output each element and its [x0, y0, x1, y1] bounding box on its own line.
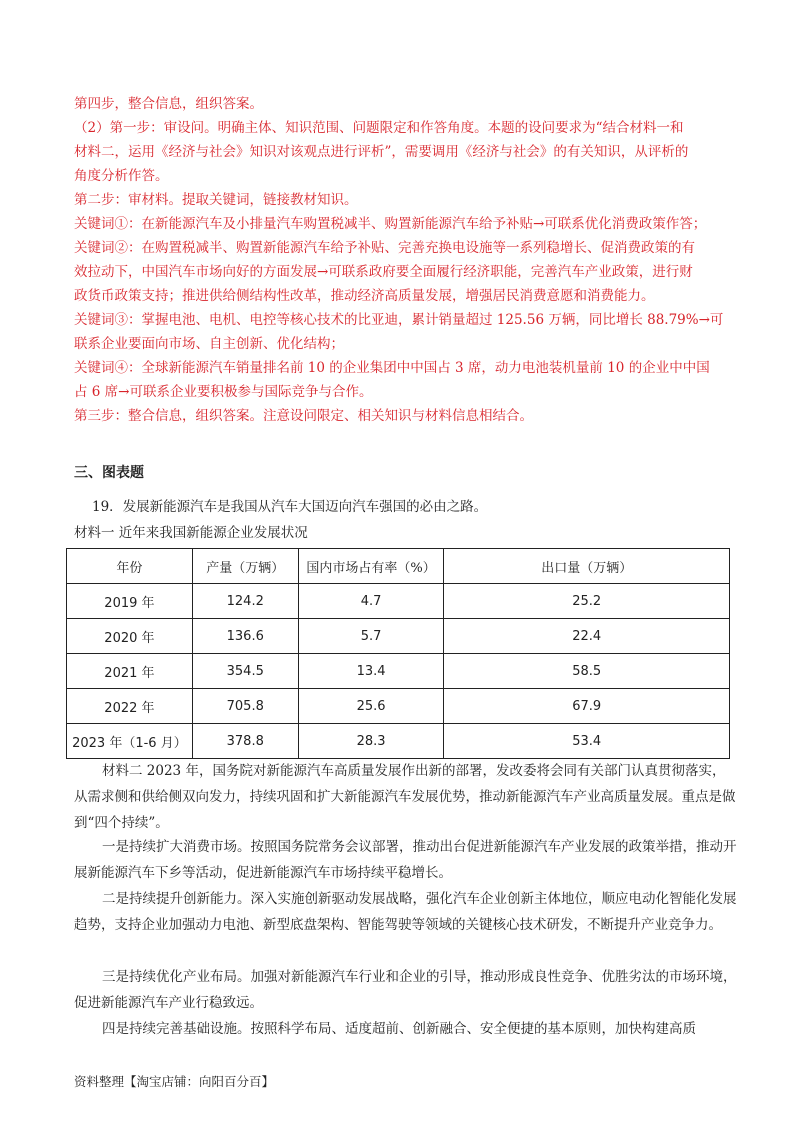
analysis-line: 政货币政策支持；推进供给侧结构性改革，推动经济高质量发展，增强居民消费意愿和消费能力。 — [74, 288, 655, 304]
paragraph-layout: 三是持续优化产业布局。加强对新能源汽车行业和企业的引导，推动形成良性竞争、优胜劣汰的市场环境，促进新能源汽车产业行稳致远。 — [74, 969, 737, 1011]
table-cell: 22.4 — [444, 619, 730, 654]
table-cell: 705.8 — [192, 689, 298, 724]
table-cell: 53.4 — [444, 724, 730, 759]
analysis-line: 占 6 席→可联系企业要积极参与国际竞争与合作。 — [74, 384, 373, 400]
table-header-cell: 产量（万辆） — [192, 549, 298, 584]
table-cell: 67.9 — [444, 689, 730, 724]
table-row — [67, 724, 730, 759]
table-header-cell: 国内市场占有率（%） — [298, 549, 444, 584]
table-cell: 25.6 — [298, 689, 444, 724]
table-cell: 354.5 — [192, 654, 298, 689]
analysis-line: 角度分析作答。 — [74, 168, 169, 184]
material-1-title: 材料一 近年来我国新能源企业发展状况 — [74, 525, 308, 541]
table-cell: 2021 年 — [67, 654, 193, 689]
analysis-line: 第三步：整合信息，组织答案。注意设问限定、相关知识与材料信息相结合。 — [74, 408, 533, 424]
paragraph-infrastructure: 四是持续完善基础设施。按照科学布局、适度超前、创新融合、安全便捷的基本原则，加快构建高质 — [102, 1021, 696, 1037]
analysis-line: 第四步，整合信息，组织答案。 — [74, 96, 263, 112]
analysis-line: 材料二，运用《经济与社会》知识对该观点进行评析”，需要调用《经济与社会》的有关知识，从评析的 — [74, 144, 689, 160]
answer-analysis — [74, 92, 734, 428]
table-row — [67, 654, 730, 689]
table-header-row — [67, 549, 730, 584]
table-header-cell: 出口量（万辆） — [444, 549, 730, 584]
page-footer: 资料整理【淘宝店铺：向阳百分百】 — [74, 1074, 275, 1089]
table-cell: 378.8 — [192, 724, 298, 759]
paragraph-innovation: 二是持续提升创新能力。深入实施创新驱动发展战略，强化汽车企业创新主体地位，顺应电动化智能化发展趋势，支持企业加强动力电池、新型底盘架构、智能驾驶等领域的关键核心技术研发，不断提升产业竞争力。 — [74, 891, 737, 933]
paragraph-consumption: 一是持续扩大消费市场。按照国务院常务会议部署，推动出台促进新能源汽车产业发展的政策举措，推动开展新能源汽车下乡等活动，促进新能源汽车市场持续平稳增长。 — [74, 839, 737, 881]
table-row — [67, 619, 730, 654]
analysis-line: （2）第一步：审设问。明确主体、知识范围、问题限定和作答角度。本题的设问要求为“结合材料一和 — [74, 120, 684, 136]
analysis-line: 第二步：审材料。提取关键词，链接教材知识。 — [74, 192, 358, 208]
section-heading: 三、图表题 — [74, 465, 144, 481]
analysis-line: 关键词④：全球新能源汽车销量排名前 10 的企业集团中中国占 3 席，动力电池装机量前 10 的企业中中国 — [74, 360, 710, 376]
table-cell: 124.2 — [192, 584, 298, 619]
table-cell: 2020 年 — [67, 619, 193, 654]
material-2: 材料二 2023 年，国务院对新能源汽车高质量发展作出新的部署，发改委将会同有关部门认真贯彻落实，从需求侧和供给侧双向发力，持续巩固和扩大新能源汽车发展优势，推动新能源汽车产业高质量发展。重点是做到“四个持续”。 — [74, 763, 736, 831]
question-19: 19．发展新能源汽车是我国从汽车大国迈向汽车强国的必由之路。 — [92, 499, 488, 515]
table-row — [67, 584, 730, 619]
table-cell: 5.7 — [298, 619, 444, 654]
table-cell: 2022 年 — [67, 689, 193, 724]
table-cell: 2023 年（1-6 月） — [67, 724, 193, 759]
table-cell: 28.3 — [298, 724, 444, 759]
table-row — [67, 689, 730, 724]
analysis-line: 关键词③：掌握电池、电机、电控等核心技术的比亚迪，累计销量超过 125.56 万辆，同比增长 88.79%→可 — [74, 312, 724, 328]
table-cell: 4.7 — [298, 584, 444, 619]
table-header-cell: 年份 — [67, 549, 193, 584]
table-cell: 2019 年 — [67, 584, 193, 619]
analysis-line: 效拉动下，中国汽车市场向好的方面发展→可联系政府要全面履行经济职能，完善汽车产业政策，进行财 — [74, 264, 693, 280]
table-cell: 58.5 — [444, 654, 730, 689]
table-cell: 13.4 — [298, 654, 444, 689]
table-cell: 25.2 — [444, 584, 730, 619]
analysis-line: 联系企业要面向市场、自主创新、优化结构； — [74, 336, 344, 352]
table-cell: 136.6 — [192, 619, 298, 654]
analysis-line: 关键词②：在购置税减半、购置新能源汽车给予补贴、完善充换电设施等一系列稳增长、促消费政策的有 — [74, 240, 695, 256]
data-table — [66, 548, 730, 759]
analysis-line: 关键词①：在新能源汽车及小排量汽车购置税减半、购置新能源汽车给予补贴→可联系优化消费政策作答； — [74, 216, 707, 232]
